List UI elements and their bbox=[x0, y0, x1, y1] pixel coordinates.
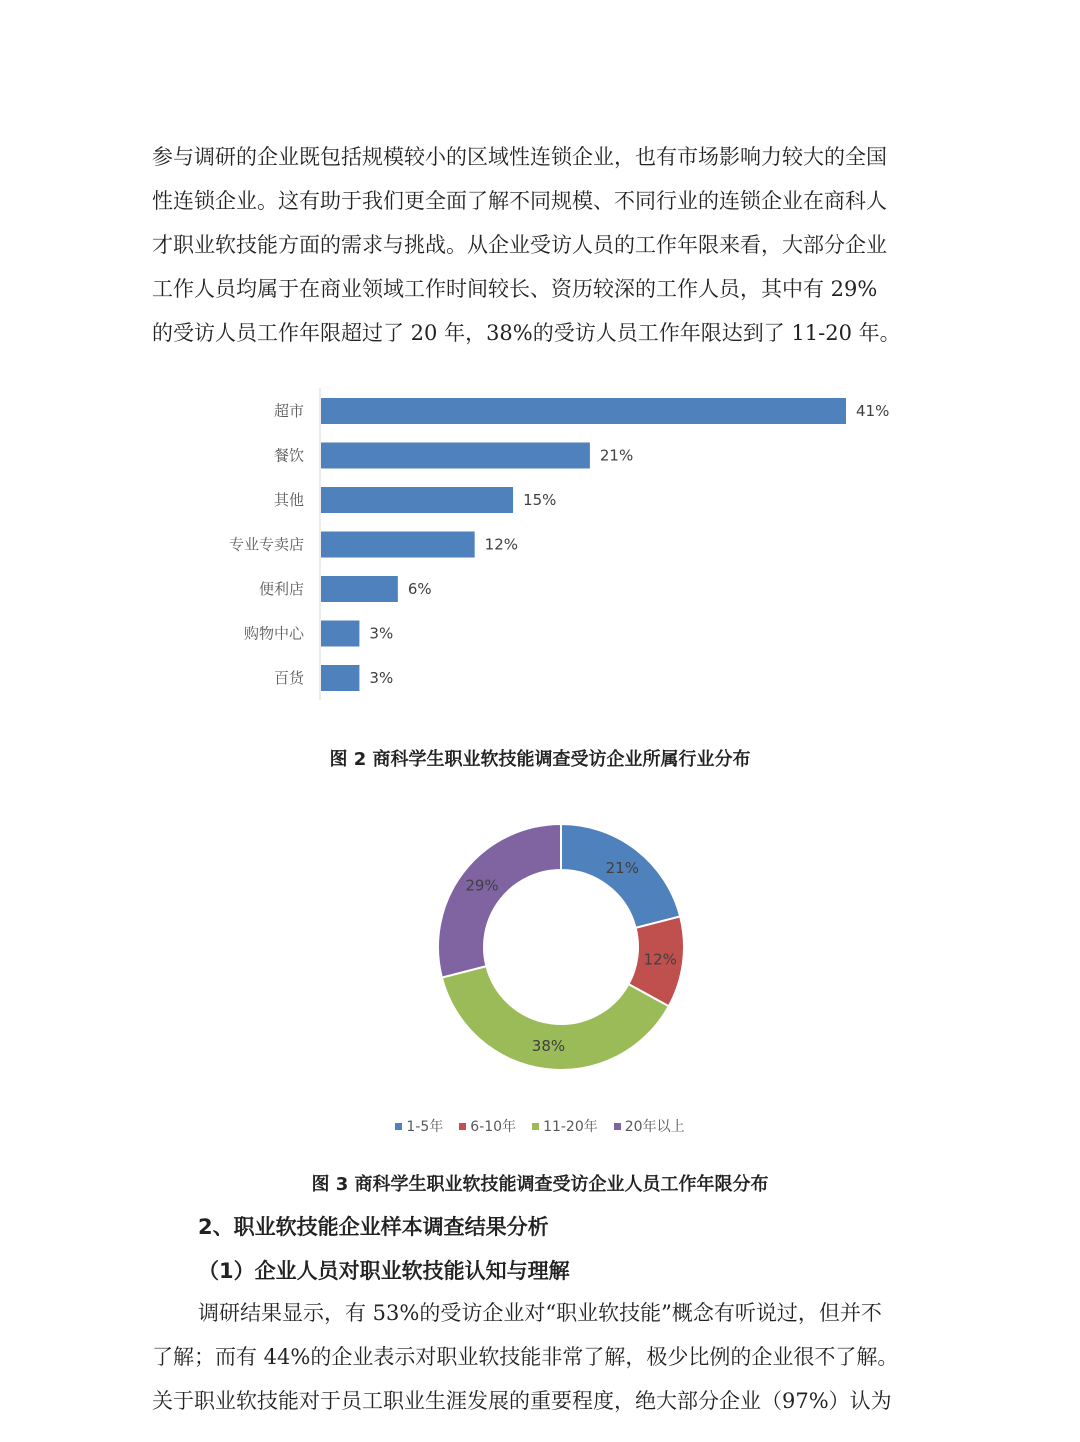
data-label: 6% bbox=[407, 580, 432, 598]
bar bbox=[321, 532, 475, 558]
legend-swatch bbox=[395, 1123, 402, 1130]
paragraph-line: 关于职业软技能对于员工职业生涯发展的重要程度，绝大部分企业（97%）认为 bbox=[152, 1389, 892, 1413]
legend-label: 1-5年 bbox=[406, 1119, 444, 1135]
section-heading: 2、职业软技能企业样本调查结果分析 bbox=[198, 1215, 549, 1239]
category-label: 便利店 bbox=[258, 580, 304, 598]
figure-3-caption: 图 3 商科学生职业软技能调查受访企业人员工作年限分布 bbox=[311, 1174, 769, 1195]
paragraph-line: 工作人员均属于在商业领域工作时间较长、资历较深的工作人员，其中有 29% bbox=[152, 277, 878, 301]
paragraph-line: 参与调研的企业既包括规模较小的区域性连锁企业，也有市场影响力较大的全国 bbox=[152, 145, 887, 169]
donut-legend bbox=[0, 1116, 1080, 1136]
legend-item bbox=[614, 1116, 685, 1136]
data-label: 41% bbox=[856, 402, 890, 420]
intro-paragraph bbox=[152, 135, 942, 355]
category-label: 百货 bbox=[273, 669, 304, 687]
legend-label: 20年以上 bbox=[624, 1119, 685, 1135]
bar bbox=[321, 665, 359, 691]
slice-label: 21% bbox=[605, 858, 639, 877]
data-label: 12% bbox=[484, 535, 519, 554]
legend-swatch bbox=[614, 1123, 621, 1130]
donut-slice bbox=[438, 824, 561, 978]
category-label: 购物中心 bbox=[243, 624, 304, 643]
slice-label: 38% bbox=[531, 1037, 566, 1056]
category-label: 专业专卖店 bbox=[228, 535, 304, 554]
category-label: 其他 bbox=[273, 491, 304, 509]
figure-2-caption: 图 2 商科学生职业软技能调查受访企业所属行业分布 bbox=[329, 749, 751, 770]
bar bbox=[321, 621, 359, 647]
paragraph-line: 调研结果显示，有 53%的受访企业对“职业软技能”概念有听说过，但并不 bbox=[198, 1301, 882, 1325]
data-label: 21% bbox=[599, 446, 634, 465]
bar bbox=[321, 576, 398, 602]
data-label: 15% bbox=[523, 491, 557, 509]
body-paragraph bbox=[152, 1291, 942, 1423]
bar bbox=[321, 398, 846, 424]
slice-label: 29% bbox=[465, 876, 499, 895]
slice-label: 12% bbox=[643, 950, 677, 969]
legend-item bbox=[395, 1116, 443, 1136]
category-label: 超市 bbox=[273, 402, 304, 420]
legend-item bbox=[532, 1116, 598, 1136]
legend-item bbox=[459, 1116, 516, 1136]
legend-swatch bbox=[459, 1123, 466, 1130]
legend-swatch bbox=[532, 1123, 539, 1130]
paragraph-line: 的受访人员工作年限超过了 20 年，38%的受访人员工作年限达到了 11-20 年。 bbox=[152, 321, 901, 345]
legend-label: 6-10年 bbox=[470, 1119, 517, 1135]
tenure-donut-chart bbox=[0, 810, 1080, 1090]
data-label: 3% bbox=[369, 624, 394, 643]
paragraph-line: 了解；而有 44%的企业表示对职业软技能非常了解，极少比例的企业很不了解。 bbox=[152, 1345, 899, 1369]
paragraph-line: 性连锁企业。这有助于我们更全面了解不同规模、不同行业的连锁企业在商科人 bbox=[152, 189, 887, 213]
paragraph-line: 才职业软技能方面的需求与挑战。从企业受访人员的工作年限来看，大部分企业 bbox=[152, 233, 887, 257]
legend-label: 11-20年 bbox=[543, 1119, 598, 1135]
industry-bar-chart bbox=[0, 380, 1080, 710]
subsection-heading: （1）企业人员对职业软技能认知与理解 bbox=[198, 1259, 570, 1283]
bar bbox=[321, 443, 590, 469]
category-label: 餐饮 bbox=[273, 446, 304, 465]
data-label: 3% bbox=[369, 669, 394, 687]
bar bbox=[321, 487, 513, 513]
